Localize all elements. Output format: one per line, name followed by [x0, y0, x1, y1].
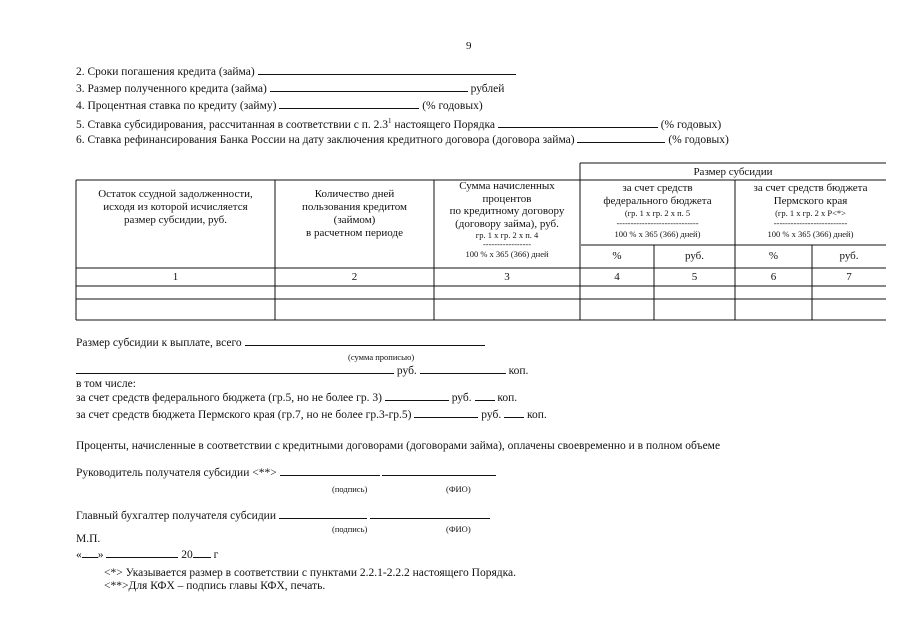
stamp-label: М.П. [76, 533, 101, 545]
subheader-pct-perm: % [768, 250, 779, 262]
page-number: 9 [466, 40, 472, 52]
col-number: 2 [351, 271, 358, 283]
field-unit: (% годовых) [422, 100, 483, 112]
header-line: Количество дней [314, 188, 395, 200]
header-subsidy-size: Размер субсидии [693, 166, 773, 178]
sum-in-words-caption: (сумма прописью) [348, 352, 415, 362]
col-number: 6 [770, 271, 777, 283]
header-col2 [275, 188, 434, 240]
blank-line[interactable] [475, 399, 495, 401]
fio-line[interactable] [370, 517, 490, 519]
accountant-signature-row [76, 510, 490, 522]
fio-caption: (ФИО) [446, 524, 471, 534]
date-quote-close: » [97, 549, 104, 561]
blank-line[interactable] [385, 399, 449, 401]
field-label: 4. Процентная ставка по кредиту (займу) [76, 100, 277, 112]
head-signature-row [76, 467, 496, 479]
blank-line[interactable] [504, 416, 524, 418]
blank-line[interactable] [76, 372, 394, 374]
signature-caption: (подпись) [332, 524, 368, 534]
fio-line[interactable] [382, 474, 496, 476]
header-line: за счет средств [622, 182, 693, 194]
header-line: Остаток ссудной задолженности, [98, 188, 253, 200]
year-line[interactable] [193, 556, 211, 558]
rub-label: руб. [451, 392, 472, 404]
footnote-1: <*> Указывается размер в соответствии с пунктами 2.2.1-2.2.2 настоящего Порядка. [104, 567, 517, 579]
field-unit: рублей [470, 83, 505, 95]
blank-line[interactable] [420, 372, 506, 374]
kop-label: коп. [497, 392, 518, 404]
header-line: федерального бюджета [603, 194, 712, 207]
signature-caption: (подпись) [332, 484, 368, 494]
subheader-pct-fed: % [612, 250, 622, 262]
header-perm [735, 182, 886, 241]
blank-line[interactable] [245, 344, 485, 346]
col-number: 4 [614, 271, 620, 283]
subheader-rub-fed: руб. [684, 250, 705, 262]
year-suffix: г [213, 549, 219, 561]
formula-bottom: 100 % х 365 (366) дней) [614, 229, 701, 239]
field-label: 5. Ставка субсидирования, рассчитанная в соответствии с п. 2.3 [76, 118, 389, 131]
including-label: в том числе: [76, 378, 136, 390]
head-label: Руководитель получателя субсидии <**> [76, 467, 277, 479]
field-unit: (% годовых) [668, 134, 729, 146]
accountant-label: Главный бухгалтер получателя субсидии [76, 510, 276, 522]
field-label: 6. Ставка рефинансирования Банка России на дату заключения кредитного договора (договора займа) [76, 134, 575, 146]
field-unit: (% годовых) [660, 118, 722, 131]
field-label: 2. Сроки погашения кредита (займа) [76, 66, 255, 78]
formula-bottom: 100 % х 365 (366) дней [465, 249, 549, 259]
rub-label: руб. [396, 365, 417, 377]
month-line[interactable] [106, 556, 178, 558]
date-row [76, 549, 218, 561]
header-line: по кредитному договору [449, 205, 565, 217]
header-col1 [76, 188, 275, 227]
perm-amount-row [76, 409, 547, 421]
header-line: процентов [482, 192, 532, 205]
kop-label: коп. [508, 365, 529, 377]
federal-label: за счет средств федерального бюджета (гр.5, но не более гр. 3) [76, 392, 382, 404]
total-subsidy-label: Размер субсидии к выплате, всего [76, 337, 242, 349]
header-line: размер субсидии, руб. [123, 214, 228, 226]
field-label-rest: настоящего Порядка [394, 118, 495, 131]
header-federal [580, 182, 735, 241]
header-col3 [434, 180, 580, 260]
federal-amount-row [76, 392, 517, 404]
formula-dash: ----------------------------- [616, 218, 699, 228]
interest-paid-statement: Проценты, начисленные в соответствии с кредитными договорами (договорами займа), оплачены своевременно и в полном объеме [76, 440, 721, 452]
footnote-mark: 1 [388, 117, 392, 125]
formula-bottom: 100 % х 365 (366) дней) [767, 229, 854, 239]
formula-dash: ----------------- [482, 239, 532, 249]
subheader-rub-perm: руб. [839, 250, 859, 262]
header-line: пользования кредитом [301, 201, 408, 213]
day-line[interactable] [82, 556, 98, 558]
col-number: 1 [172, 271, 179, 283]
date-quote-open: « [76, 549, 82, 561]
header-line: исходя из которой исчисляется [103, 201, 248, 213]
kop-label: коп. [526, 409, 547, 421]
header-line: (договору займа), руб. [455, 217, 559, 230]
col-number: 5 [691, 271, 698, 283]
year-prefix: 20 [181, 549, 193, 561]
header-line: Пермского края [773, 194, 848, 207]
blank-line[interactable] [414, 416, 478, 418]
col-number: 7 [846, 271, 852, 283]
formula-top: (гр. 1 х гр. 2 х п. 5 [624, 208, 691, 218]
header-line: в расчетном периоде [306, 227, 403, 239]
formula-dash: -------------------------- [773, 218, 848, 228]
field-label: 3. Размер полученного кредита (займа) [76, 83, 267, 95]
header-line: Сумма начисленных [459, 180, 555, 192]
signature-line[interactable] [280, 474, 380, 476]
fio-caption: (ФИО) [446, 484, 471, 494]
col-number: 3 [504, 271, 510, 283]
footnote-2: <**>Для КФХ – подпись главы КФХ, печать. [104, 580, 326, 592]
rub-label: руб. [481, 409, 502, 421]
header-line: (займом) [333, 214, 376, 226]
formula-top: гр. 1 х гр. 2 х п. 4 [475, 230, 539, 240]
signature-line[interactable] [279, 517, 367, 519]
perm-label: за счет средств бюджета Пермского края (гр.7, но не более гр.3-гр.5) [76, 409, 412, 421]
amount-row [76, 365, 528, 377]
total-subsidy-row [76, 337, 485, 349]
formula-top: (гр. 1 х гр. 2 х Р<*> [775, 208, 846, 218]
header-line: за счет средств бюджета [753, 182, 868, 194]
